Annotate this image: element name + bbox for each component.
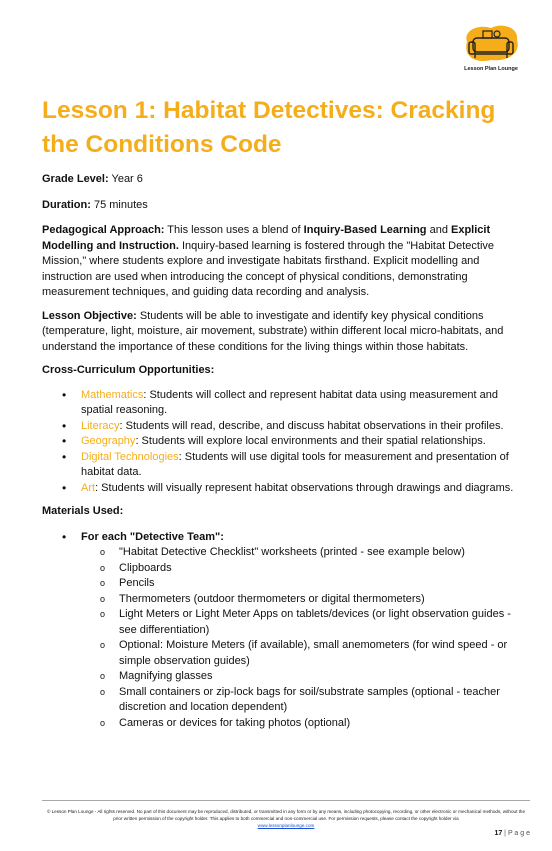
approach-bold-2: Explicit Modelling and Instruction. — [42, 224, 491, 252]
list-item — [81, 481, 530, 497]
duration — [42, 198, 530, 214]
list-item: o Cameras or devices for taking photos (optional) — [119, 716, 530, 732]
list-item: o Magnifying glasses — [119, 669, 530, 685]
grade-level — [42, 172, 530, 188]
page-number — [494, 830, 530, 837]
list-item: o Pencils — [119, 576, 530, 592]
subject-description: : Students will read, describe, and discuss habitat observations in their profiles. — [119, 419, 504, 432]
website-link[interactable]: www.lessonplanlounge.com — [257, 823, 315, 828]
pedagogical-approach — [42, 223, 530, 301]
list-item: o Clipboards — [119, 561, 530, 577]
objective-text: Students will be able to investigate and identify key physical conditions (temperature, light, moisture, air movement, substrate) within different local micro-habitats, and understand the importance of these conditions for the living things within those habitats. — [42, 309, 504, 353]
subject-mathematics: Mathematics — [81, 388, 144, 401]
cross-curriculum-heading — [42, 363, 530, 379]
list-item: o Light Meters or Light Meter Apps on tablets/devices (or light observation guides - see differentiation) — [119, 607, 530, 638]
subject-description: : Students will use digital tools for measurement and presentation of habitat data. — [81, 450, 509, 478]
list-item — [81, 450, 530, 481]
logo-text: Lesson Plan Lounge — [464, 66, 518, 72]
copyright-text: © Lesson Plan Lounge - All rights reserved. No part of this document may be reproduced, distributed, or transmitted in any form or by any means, including photocopying, recording, or other electronic or mechanical methods, without the prior written permission of the copyright holder. This applies to both commercial and non-commercial use. For permission requests, please contact the copyright holder via — [46, 809, 526, 821]
subject-art: Art — [81, 481, 96, 494]
lesson-content — [42, 172, 530, 731]
cross-curriculum-heading-text: Cross-Curriculum Opportunities: — [42, 364, 215, 376]
list-item: o Thermometers (outdoor thermometers or digital thermometers) — [119, 592, 530, 608]
list-item: o "Habitat Detective Checklist" worksheets (printed - see example below) — [119, 545, 530, 561]
approach-bold-1: Inquiry-Based Learning — [303, 224, 427, 236]
lesson-objective — [42, 309, 530, 356]
subject-geography: Geography — [81, 435, 136, 447]
duration-label: Duration: — [42, 198, 91, 211]
approach-text-1: This lesson uses a blend of — [164, 224, 304, 236]
page-number-value: 17 — [494, 830, 503, 837]
sofa-logo-icon — [461, 22, 521, 66]
materials-sublist — [81, 545, 530, 731]
objective-label: Lesson Objective: — [42, 309, 137, 322]
list-item — [81, 434, 530, 450]
approach-text-2: and — [426, 224, 451, 236]
materials-heading-text: Materials Used: — [42, 505, 124, 517]
page-label: | P a g e — [502, 830, 530, 837]
subject-literacy: Literacy — [81, 419, 120, 432]
subject-description: : Students will collect and represent habitat data using measurement and spatial reasoning. — [81, 388, 499, 416]
duration-value: 75 minutes — [90, 198, 148, 211]
list-item — [81, 388, 530, 419]
subject-digital-technologies: Digital Technologies — [81, 450, 179, 463]
grade-level-label: Grade Level: — [42, 173, 109, 185]
lesson-title: Lesson 1: Habitat Detectives: Cracking the Conditions Code — [42, 97, 496, 158]
materials-heading — [42, 504, 530, 520]
subject-description: : Students will visually represent habitat observations through drawings and diagrams. — [95, 481, 514, 494]
grade-level-value: Year 6 — [108, 173, 143, 185]
list-item: o Optional: Moisture Meters (if available), small anemometers (for wind speed - or simple observation guides) — [119, 638, 530, 669]
list-item — [81, 530, 530, 732]
copyright-footer — [42, 808, 530, 829]
approach-text-3: Inquiry-based learning is fostered through the "Habitat Detective Mission," where students explore and investigate habitats firsthand. Explicit modelling and instruction are used when introducing the concept of physical conditions, demonstrating measurement techniques, and guiding data recording and analysis. — [42, 239, 495, 298]
logo — [455, 22, 527, 82]
footer-divider — [42, 800, 530, 801]
cross-curriculum-list — [42, 388, 530, 497]
list-item — [81, 419, 530, 435]
approach-label: Pedagogical Approach: — [42, 224, 165, 236]
materials-group-label: For each "Detective Team": — [81, 530, 224, 543]
materials-list — [42, 530, 530, 732]
list-item: o Small containers or zip-lock bags for soil/substrate samples (optional - teacher discretion and location dependent) — [119, 685, 530, 716]
subject-description: : Students will explore local environments and their spatial relationships. — [135, 435, 486, 447]
